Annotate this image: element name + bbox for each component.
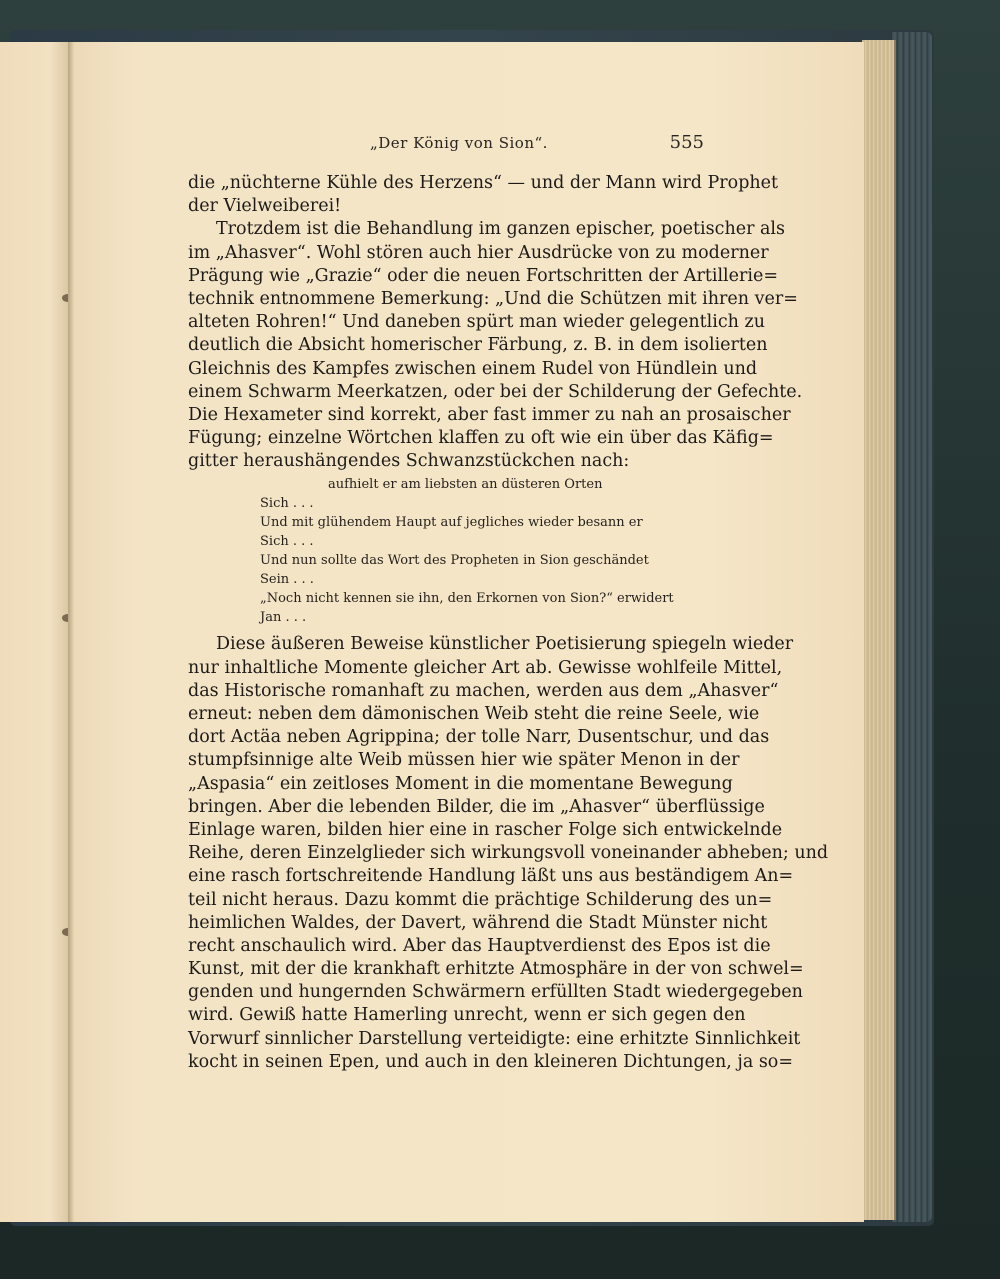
book-page [74, 42, 864, 1222]
text-line: einem Schwarm Meerkatzen, oder bei der Schilderung der Gefechte. [188, 381, 803, 402]
text-line: stumpfsinnige alte Weib müssen hier wie später Menon in der [188, 750, 740, 771]
text-line: teil nicht heraus. Dazu kommt die prächtige Schilderung des un= [188, 889, 773, 910]
text-line: kocht in seinen Epen, und auch in den kleineren Dichtungen, ja so= [188, 1051, 793, 1072]
text-line: eine rasch fortschreitende Handlung läßt uns aus beständigem An= [188, 866, 794, 887]
text-line: „Aspasia“ ein zeitloses Moment in die momentane Bewegung [188, 773, 733, 794]
running-head: „Der König von Sion“. [370, 134, 548, 152]
text-line: Prägung wie „Grazie“ oder die neuen Fortschritten der Artillerie= [188, 265, 778, 286]
verse-quotation [188, 475, 700, 627]
book-cover-edge [892, 32, 932, 1222]
verse-line: Sich . . . [260, 534, 314, 550]
verse-line: Sich . . . [260, 496, 314, 512]
text-line: Reihe, deren Einzelglieder sich wirkungsvoll voneinander abheben; und [188, 843, 829, 864]
text-line: bringen. Aber die lebenden Bilder, die im „Ahasver“ überflüssige [188, 796, 765, 817]
text-line: Die Hexameter sind korrekt, aber fast immer zu nah an prosaischer [188, 404, 791, 425]
text-line: wird. Gewiß hatte Hamerling unrecht, wenn er sich gegen den [188, 1005, 746, 1026]
text-line: alteten Rohren!“ Und daneben spürt man wieder gelegentlich zu [188, 312, 765, 333]
paragraph-continued [188, 172, 779, 218]
paragraph [188, 218, 803, 473]
verse-line: Sein . . . [260, 572, 314, 588]
verse-line: Jan . . . [260, 610, 307, 626]
text-line: Diese äußeren Beweise künstlicher Poetisierung spiegeln wieder [216, 634, 794, 655]
paragraph [188, 633, 829, 1074]
text-line: erneut: neben dem dämonischen Weib steht die reine Seele, wie [188, 704, 760, 724]
verse-line: Und mit glühendem Haupt auf jegliches wieder besann er [260, 515, 643, 531]
text-line: Einlage waren, bilden hier eine in rascher Folge sich entwickelnde [188, 819, 783, 840]
text-line: das Historische romanhaft zu machen, werden aus dem „Ahasver“ [188, 680, 779, 701]
text-line: dort Actäa neben Agrippina; der tolle Narr, Dusentschur, und das [188, 727, 770, 748]
text-line: im „Ahasver“. Wohl stören auch hier Ausdrücke von zu moderner [188, 242, 769, 263]
text-line: genden und hungernden Schwärmern erfüllten Stadt wiedergegeben [188, 982, 803, 1003]
page-edges [862, 40, 896, 1220]
text-line: Kunst, mit der die krankhaft erhitzte Atmosphäre in der von schwel= [188, 959, 804, 980]
left-page-fragment [0, 42, 72, 1222]
verse-line: „Noch nicht kennen sie ihn, den Erkornen von Sion?“ erwidert [260, 591, 674, 607]
text-line: Trotzdem ist die Behandlung im ganzen epischer, poetischer als [216, 219, 786, 240]
text-line: Gleichnis des Kampfes zwischen einem Rudel von Hündlein und [188, 358, 758, 379]
page-number: 555 [669, 132, 704, 153]
verse-line: Und nun sollte das Wort des Propheten in Sion geschändet [260, 553, 649, 569]
text-line: Fügung; einzelne Wörtchen klaffen zu oft wie ein über das Käfig= [188, 428, 774, 449]
text-line: Vorwurf sinnlicher Darstellung verteidigte: eine erhitzte Sinnlichkeit [188, 1028, 801, 1049]
body-text [188, 172, 829, 1074]
text-line: nur inhaltliche Momente gleicher Art ab. Gewisse wohlfeile Mittel, [188, 657, 783, 678]
text-line: die „nüchterne Kühle des Herzens“ — und der Mann wird Prophet [188, 173, 779, 193]
verse-line: aufhielt er am liebsten an düsteren Orten [328, 477, 603, 493]
text-line: technik entnommene Bemerkung: „Und die Schützen mit ihren ver= [188, 288, 798, 309]
text-line: deutlich die Absicht homerischer Färbung, z. B. in dem isolierten [188, 335, 768, 356]
text-line: recht anschaulich wird. Aber das Hauptverdienst des Epos ist die [188, 935, 771, 956]
text-line: heimlichen Waldes, der Davert, während die Stadt Münster nicht [188, 912, 768, 933]
text-line: gitter heraushängendes Schwanzstückchen nach: [188, 451, 630, 472]
text-line: der Vielweiberei! [188, 196, 342, 217]
